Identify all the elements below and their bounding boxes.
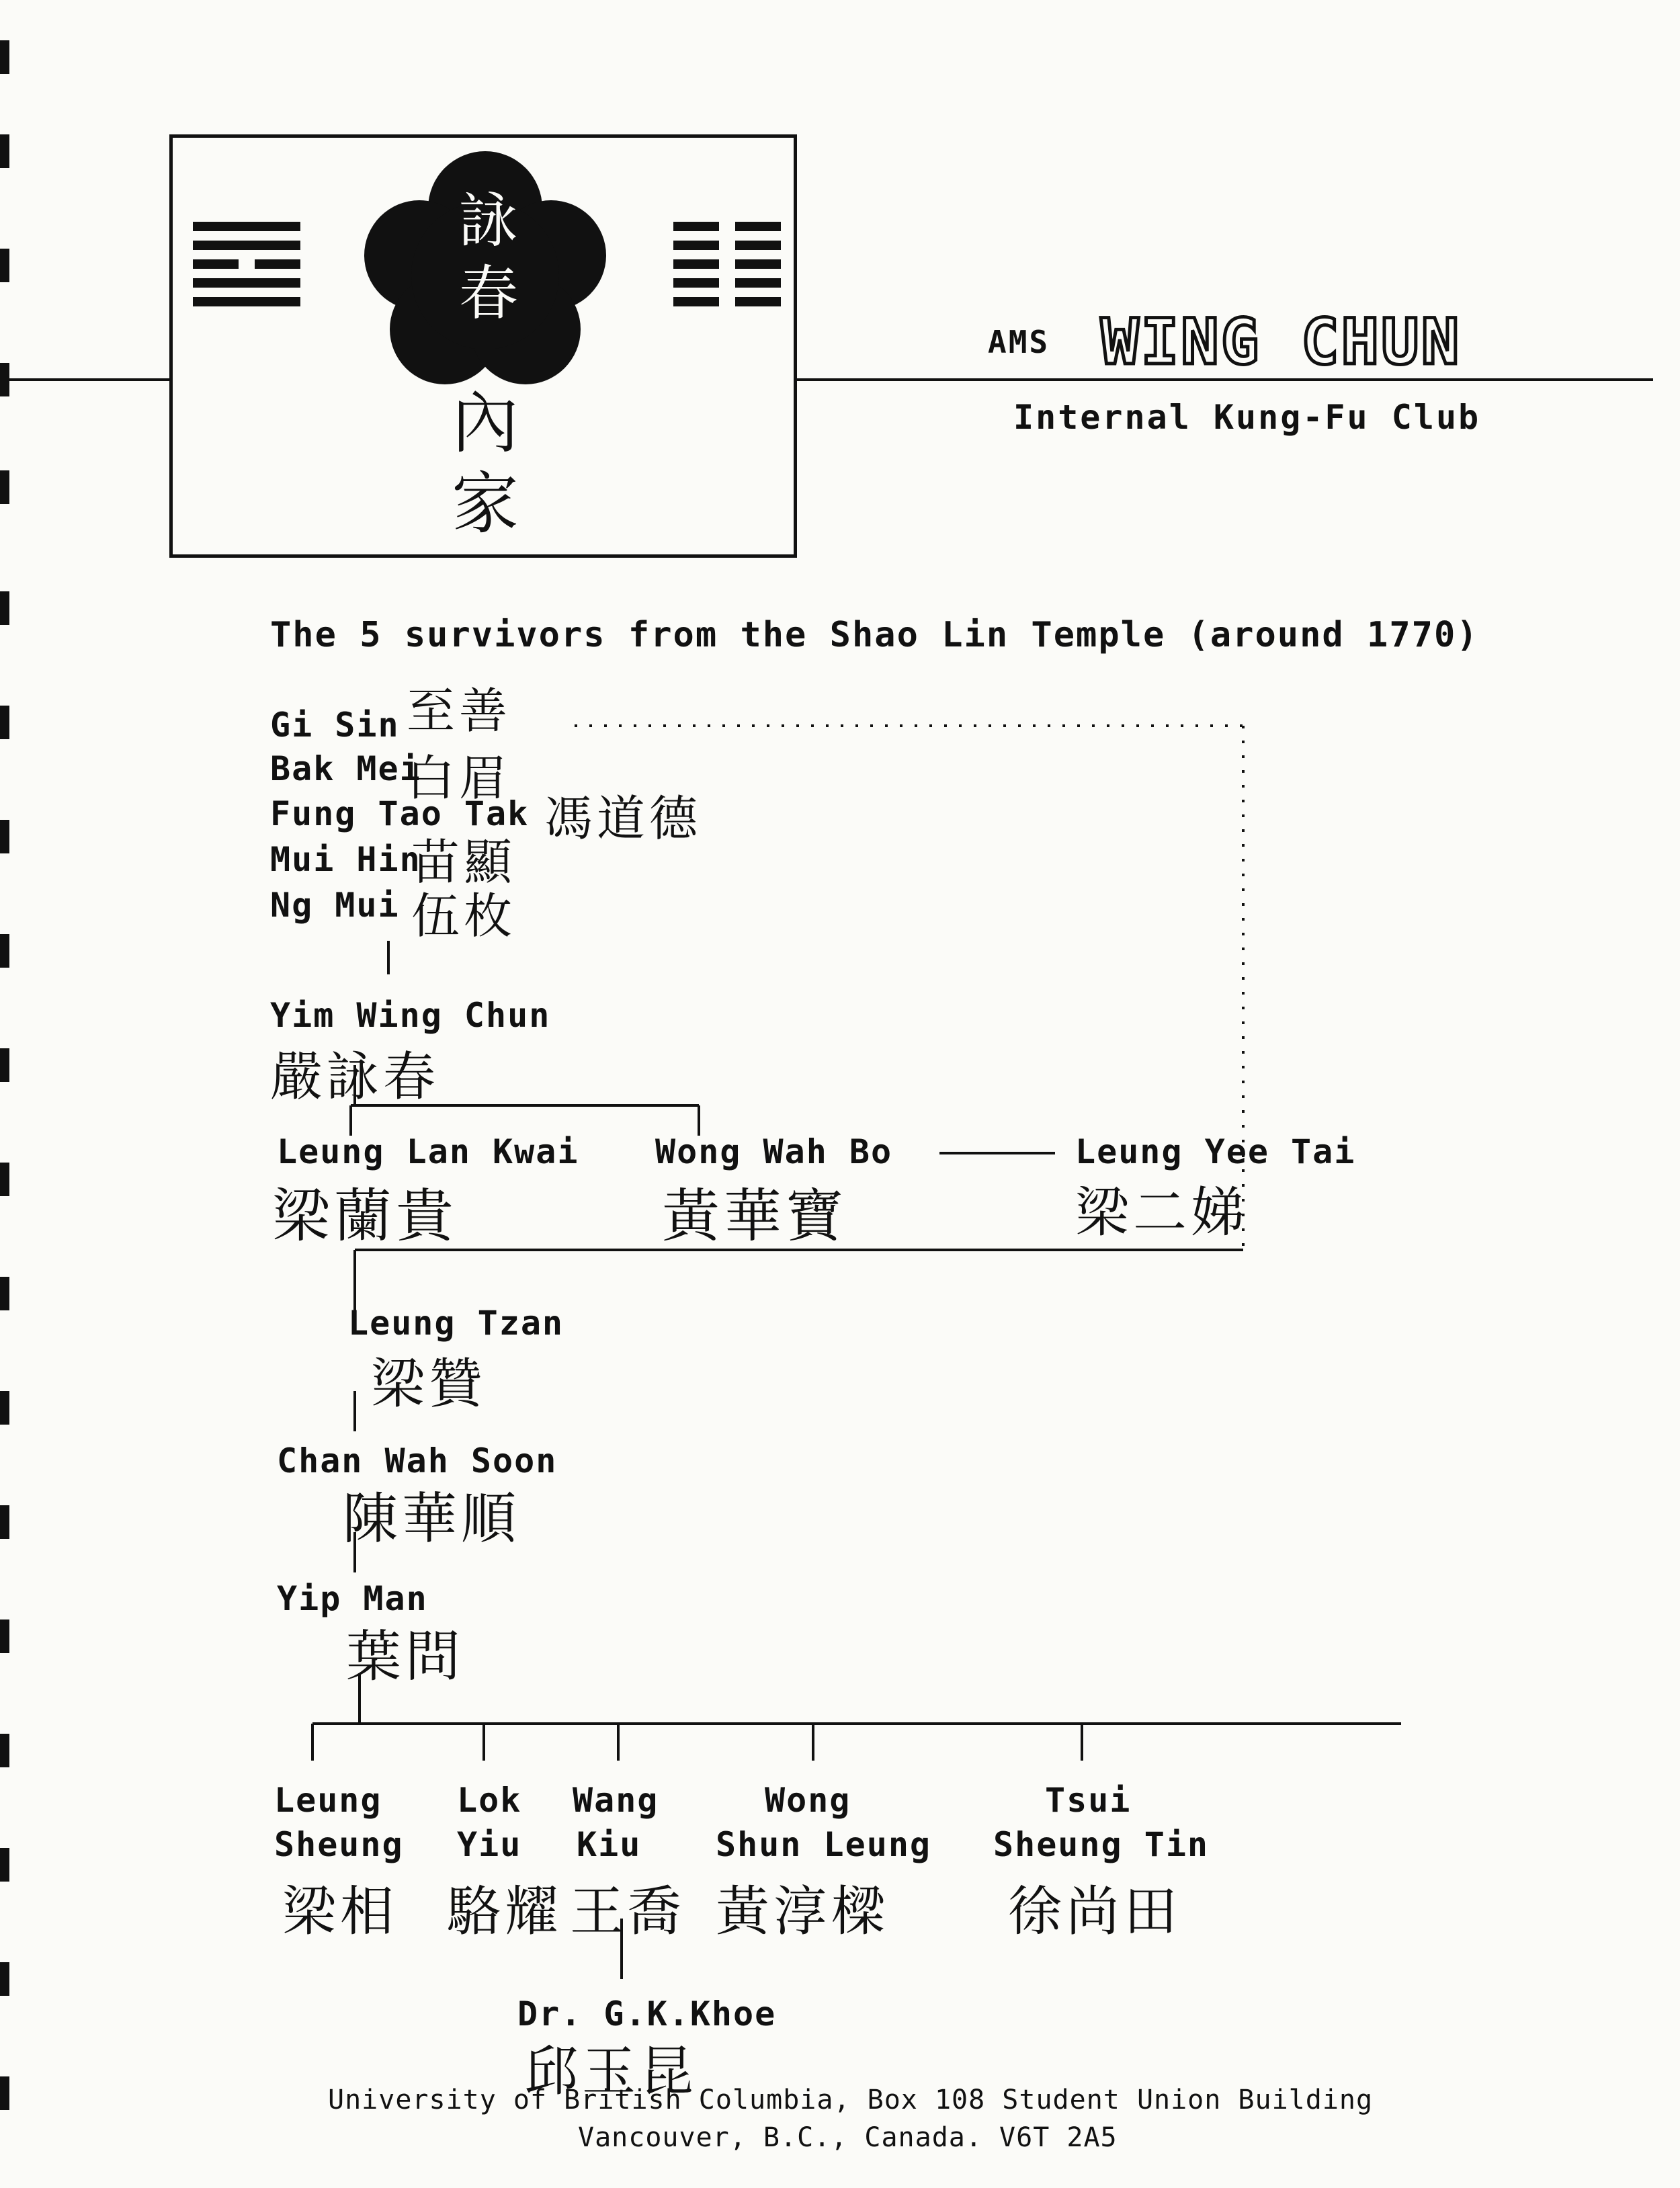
survivor-chinese-mui-hin: 苗顯 <box>411 834 517 890</box>
lineage-leung-lan-kwai: Leung Lan Kwai <box>277 1132 579 1171</box>
lineage-leung-tzan: Leung Tzan <box>348 1304 564 1343</box>
student-lok-yiu-line2: Yiu <box>457 1825 522 1864</box>
student-wang-kiu-line1: Wang <box>573 1781 659 1820</box>
lineage-dr-gk-khoe: Dr. G.K.Khoe <box>517 1994 777 2033</box>
student-wang-kiu-line2: Kiu <box>577 1825 642 1864</box>
lineage-leung-lan-kwai-chinese: 梁蘭貴 <box>272 1183 458 1250</box>
lineage-dr-gk-khoe-chinese: 邱玉昆 <box>524 2040 698 2103</box>
brand-title: WING CHUN <box>1101 306 1462 379</box>
survivors-heading: The 5 survivors from the Shao Lin Temple (around 1770) <box>270 615 1479 655</box>
club-subtitle: Internal Kung-Fu Club <box>1013 398 1481 437</box>
survivor-chinese-bak-mei: 白眉 <box>407 750 512 806</box>
ams-label: AMS <box>988 324 1050 360</box>
student-leung-sheung-line2: Sheung <box>274 1825 404 1864</box>
lineage-leung-yee-tai-chinese: 梁二娣 <box>1075 1181 1249 1244</box>
student-tsui-sheung-tin-chinese: 徐尚田 <box>1008 1880 1181 1943</box>
lineage-yip-man-chinese: 葉問 <box>346 1625 465 1689</box>
footer-address-line1: University of British Columbia, Box 108 Student Union Building <box>328 2085 1374 2115</box>
lineage-leung-tzan-chinese: 梁贊 <box>371 1353 487 1415</box>
logo-flower-chars: 詠春 <box>458 186 518 328</box>
lineage-yim-wing-chun: Yim Wing Chun <box>270 996 551 1035</box>
student-tsui-sheung-tin-line2: Sheung Tin <box>993 1825 1210 1864</box>
student-leung-sheung-line1: Leung <box>274 1781 382 1820</box>
survivor-name-mui-hin: Mui Hin <box>270 840 421 879</box>
lineage-chan-wah-soon: Chan Wah Soon <box>277 1441 558 1480</box>
survivor-name-ng-mui: Ng Mui <box>270 886 400 925</box>
lineage-yip-man: Yip Man <box>277 1579 428 1618</box>
lineage-yim-wing-chun-chinese: 嚴詠春 <box>270 1047 440 1107</box>
survivor-name-fung-tao-tak: Fung Tao Tak <box>270 794 530 833</box>
student-leung-sheung-chinese: 梁相 <box>282 1880 398 1943</box>
survivor-chinese-fung-tao-tak: 馮道德 <box>544 790 702 847</box>
survivor-chinese-ng-mui: 伍枚 <box>411 888 517 944</box>
survivor-name-gi-sin: Gi Sin <box>270 706 400 745</box>
student-tsui-sheung-tin-line1: Tsui <box>1045 1781 1132 1820</box>
lineage-chan-wah-soon-chinese: 陳華順 <box>343 1487 521 1551</box>
footer-address-line2: Vancouver, B.C., Canada. V6T 2A5 <box>578 2122 1118 2153</box>
student-wong-shun-leung-line1: Wong <box>765 1781 851 1820</box>
student-lok-yiu-chinese: 駱耀 <box>447 1880 562 1943</box>
survivor-name-bak-mei: Bak Mei <box>270 749 421 788</box>
lineage-wong-wah-bo-chinese: 黃華寶 <box>662 1183 847 1250</box>
survivor-chinese-gi-sin: 至善 <box>407 683 512 739</box>
student-wong-shun-leung-line2: Shun Leung <box>716 1825 932 1864</box>
logo-char-jia: 家 <box>452 464 519 543</box>
student-wang-kiu-chinese: 王喬 <box>570 1880 685 1943</box>
lineage-leung-yee-tai: Leung Yee Tai <box>1075 1132 1356 1171</box>
student-lok-yiu-line1: Lok <box>457 1781 522 1820</box>
logo-char-nei: 內 <box>452 384 519 462</box>
lineage-wong-wah-bo: Wong Wah Bo <box>655 1132 893 1171</box>
student-wong-shun-leung-chinese: 黃淳樑 <box>716 1880 889 1943</box>
